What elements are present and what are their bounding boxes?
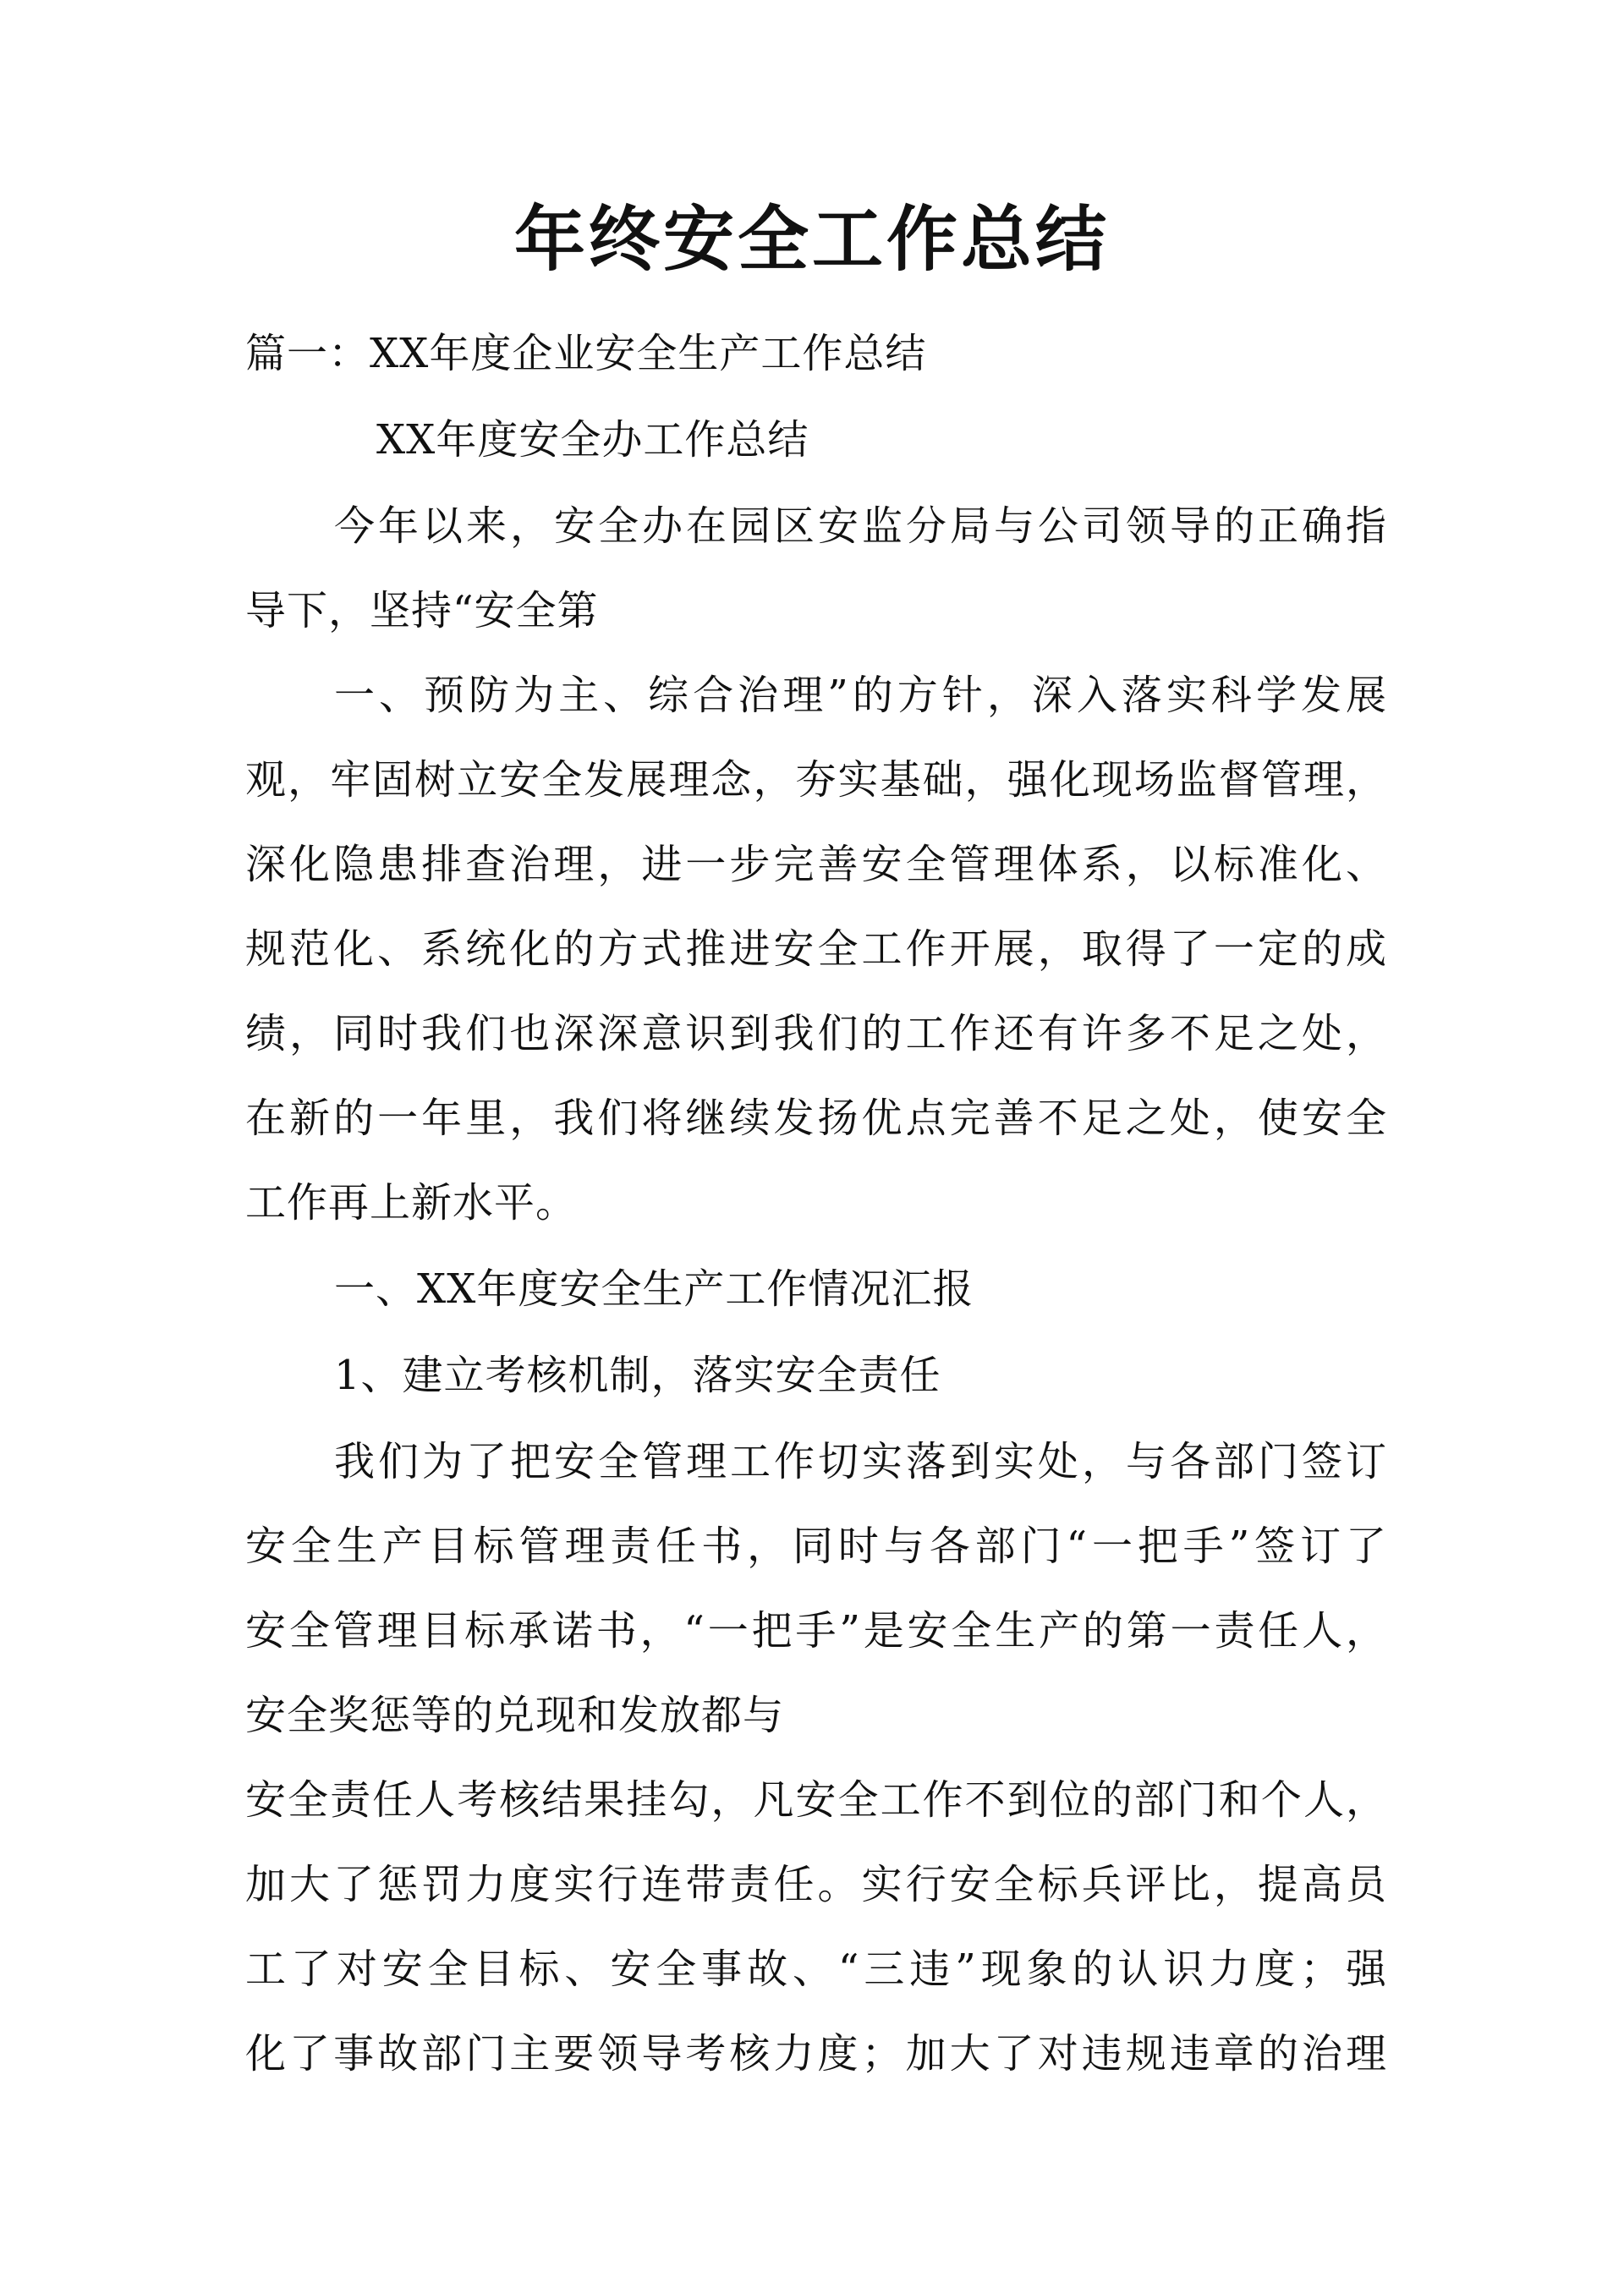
paragraph-line: 工了对安全目标、安全事故、“三违”现象的认识力度；强 bbox=[245, 1946, 1387, 1993]
paragraph-line: 导下，坚持“安全第 bbox=[245, 587, 599, 634]
paragraph-line: 工作再上新水平。 bbox=[245, 1179, 578, 1227]
paragraph-line: 一、预防为主、综合治理”的方针，深入落实科学发展 bbox=[334, 672, 1387, 719]
paragraph-line: 在新的一年里，我们将继续发扬优点完善不足之处，使安全 bbox=[245, 1095, 1387, 1142]
document-title: 年终安全工作总结 bbox=[513, 197, 1110, 281]
paragraph-line: 加大了惩罚力度实行连带责任。实行安全标兵评比，提高员 bbox=[245, 1861, 1387, 1908]
subsection-heading: 1、建立考核机制，落实安全责任 bbox=[334, 1352, 941, 1399]
subtitle: XX年度安全办工作总结 bbox=[376, 416, 809, 464]
paragraph-line: 我们为了把安全管理工作切实落到实处，与各部门签订 bbox=[334, 1438, 1387, 1485]
paragraph-line: 今年以来，安全办在园区安监分局与公司领导的正确指 bbox=[334, 502, 1387, 550]
paragraph-line: 化了事故部门主要领导考核力度；加大了对违规违章的治理 bbox=[245, 2030, 1387, 2077]
paragraph-line: 绩，同时我们也深深意识到我们的工作还有许多不足之处， bbox=[245, 1010, 1387, 1057]
subsection-heading: 一、XX年度安全生产工作情况汇报 bbox=[334, 1265, 974, 1313]
paragraph-line: 观，牢固树立安全发展理念，夯实基础，强化现场监督管理， bbox=[245, 756, 1387, 804]
paragraph-line: 安全责任人考核结果挂勾，凡安全工作不到位的部门和个人， bbox=[245, 1776, 1387, 1824]
paragraph-line: 规范化、系统化的方式推进安全工作开展，取得了一定的成 bbox=[245, 925, 1387, 973]
paragraph-line: 安全管理目标承诺书，“一把手”是安全生产的第一责任人， bbox=[245, 1607, 1387, 1655]
paragraph-line: 安全生产目标管理责任书，同时与各部门“一把手”签订了 bbox=[245, 1523, 1387, 1570]
paragraph-line: 深化隐患排查治理，进一步完善安全管理体系，以标准化、 bbox=[245, 841, 1387, 888]
section-heading: 篇一：XX年度企业安全生产工作总结 bbox=[245, 330, 927, 377]
paragraph-line: 安全奖惩等的兑现和发放都与 bbox=[245, 1692, 785, 1739]
